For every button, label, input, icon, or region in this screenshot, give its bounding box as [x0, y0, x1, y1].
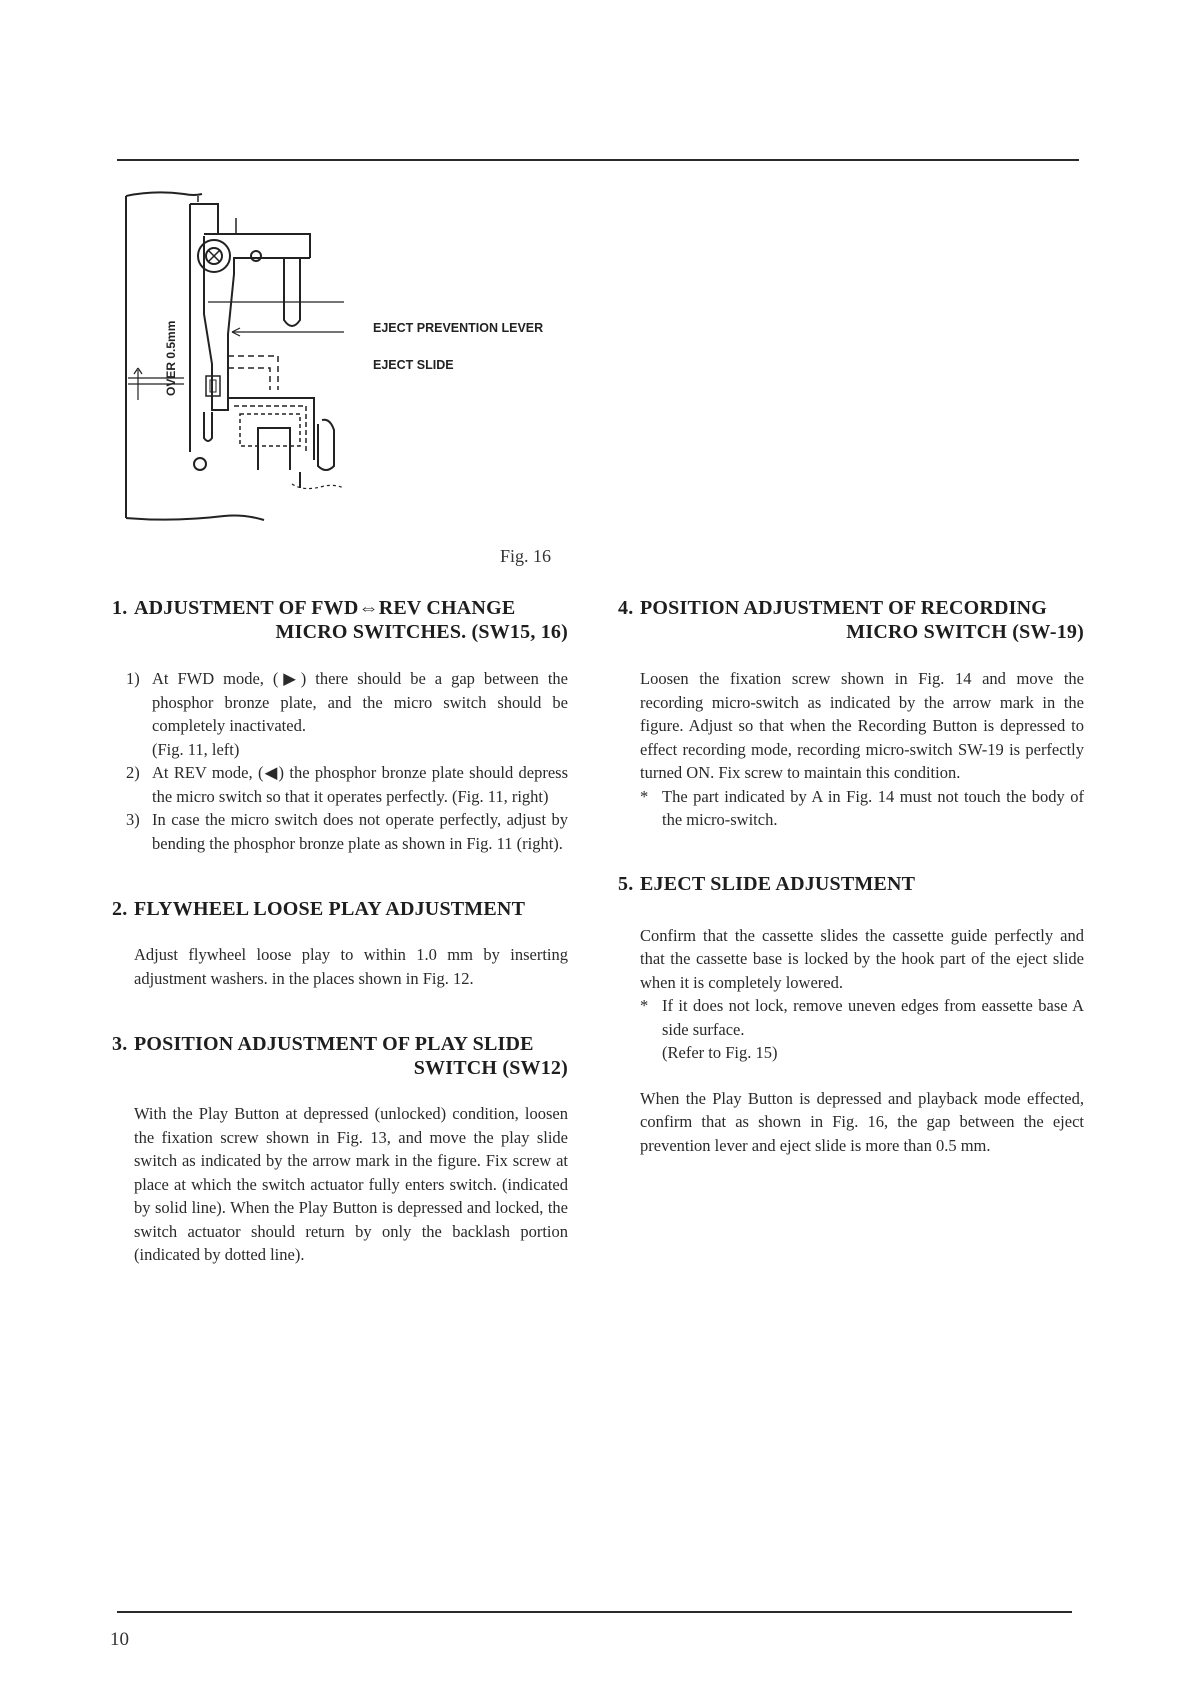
list-item — [126, 808, 568, 855]
section-2-body: Adjust flywheel loose play to within 1.0 mm by inserting adjustment washers. in the places shown in Fig. 12. — [134, 945, 568, 988]
section-1-heading — [112, 596, 568, 644]
section-5-body-1: Confirm that the cassette slides the cassette guide perfectly and that the cassette base is locked by the hook part of the eject slide when it is completely lowered. — [640, 925, 1084, 992]
section-5-note-text: If it does not lock, remove uneven edges from eassette base A side surface. — [662, 996, 1084, 1039]
section-3-body: With the Play Button at depressed (unlocked) condition, loosen the fixation screw shown in Fig. 13, and move the play slide switch as indicated by the arrow mark in the figure. Fix screw at place at which the switch actuator fully enters switch. (indicated by solid line). When the Play Button is depressed and locked, the switch actuator should return by only the backlash portion (indicated by dotted line). — [134, 1104, 568, 1264]
section-4-heading — [618, 596, 1084, 644]
section-3 — [112, 1032, 568, 1080]
section-4-note-text: The part indicated by A in Fig. 14 must not touch the body of the micro-switch. — [662, 786, 1084, 829]
list-marker: 2) — [126, 763, 140, 782]
list-item — [126, 738, 568, 762]
section-1-title-line2: MICRO SWITCHES. (SW15, 16) — [275, 621, 568, 643]
list-item — [126, 667, 568, 738]
list-item-text: At FWD mode, (▶) there should be a gap between the phosphor bronze plate, and the micro switch should be completely inactivated. — [152, 669, 568, 735]
section-4-title-line1: POSITION ADJUSTMENT OF RECORDING — [640, 597, 1048, 619]
figure-caption: Fig. 16 — [500, 546, 552, 566]
section-1 — [112, 596, 568, 644]
section-1-title-line1: ADJUSTMENT OF FWD⇔REV CHANGE — [134, 597, 516, 619]
section-4-number: 4. — [618, 597, 634, 619]
list-item — [126, 761, 568, 808]
section-5 — [618, 872, 1084, 896]
left-column — [112, 596, 568, 1267]
section-3-number: 3. — [112, 1033, 128, 1055]
section-5-note-wrap — [618, 994, 1084, 1065]
page-number: 10 — [110, 1629, 129, 1650]
section-2 — [112, 897, 568, 921]
section-4-note — [640, 785, 1084, 832]
section-5-number: 5. — [618, 872, 634, 895]
section-2-number: 2. — [112, 898, 128, 920]
section-1-list — [112, 667, 568, 855]
section-3-title-line2: SWITCH (SW12) — [413, 1057, 568, 1079]
list-item-text: At REV mode, (◀) the phosphor bronze plate should depress the micro switch so that it operates perfectly. (Fig. 11, right) — [152, 763, 568, 806]
section-3-title-line1: POSITION ADJUSTMENT OF PLAY SLIDE — [134, 1033, 534, 1055]
section-5-note-ref: (Refer to Fig. 15) — [662, 1043, 778, 1062]
section-5-body-2: When the Play Button is depressed and playback mode effected, confirm that as shown in Fig. 16, the gap between the eject prevention lever and eject slide is more than 0.5 mm. — [640, 1088, 1084, 1155]
section-1-number: 1. — [112, 597, 128, 619]
top-rule — [117, 159, 1079, 161]
list-marker: 1) — [126, 669, 140, 688]
gap-dimension-label: OVER 0.5mm — [164, 320, 178, 396]
section-4-note-wrap — [618, 785, 1084, 832]
right-column — [618, 596, 1084, 1157]
note-marker: * — [640, 996, 649, 1015]
section-2-title: FLYWHEEL LOOSE PLAY ADJUSTMENT — [134, 898, 526, 920]
list-marker: 3) — [126, 810, 140, 829]
section-3-heading — [112, 1032, 568, 1080]
section-5-note — [640, 994, 1084, 1041]
list-item-text: In case the micro switch does not operate perfectly, adjust by bending the phosphor bronze plate as shown in Fig. 11 (right). — [152, 810, 568, 853]
bottom-rule — [117, 1611, 1072, 1613]
section-5-heading — [618, 872, 1084, 896]
section-4-title-line2: MICRO SWITCH (SW-19) — [846, 621, 1084, 643]
figure-16 — [124, 184, 584, 544]
eject-slide-label: EJECT SLIDE — [373, 358, 454, 372]
section-4 — [618, 596, 1084, 644]
section-2-heading — [112, 897, 568, 921]
eject-prevention-lever-label: EJECT PREVENTION LEVER — [373, 321, 544, 335]
list-item-text: (Fig. 11, left) — [152, 739, 240, 759]
note-marker: * — [640, 786, 649, 806]
eject-mechanism-diagram — [124, 184, 584, 544]
section-4-body: Loosen the fixation screw shown in Fig. 14 and move the recording micro-switch as indicated by the arrow mark in the figure. Adjust so that when the Recording Button is depressed to effect recording mode, recording micro-switch SW-19 is perfectly turned ON. Fix screw to maintain this condition. — [640, 669, 1084, 782]
section-5-title: EJECT SLIDE ADJUSTMENT — [640, 872, 916, 895]
